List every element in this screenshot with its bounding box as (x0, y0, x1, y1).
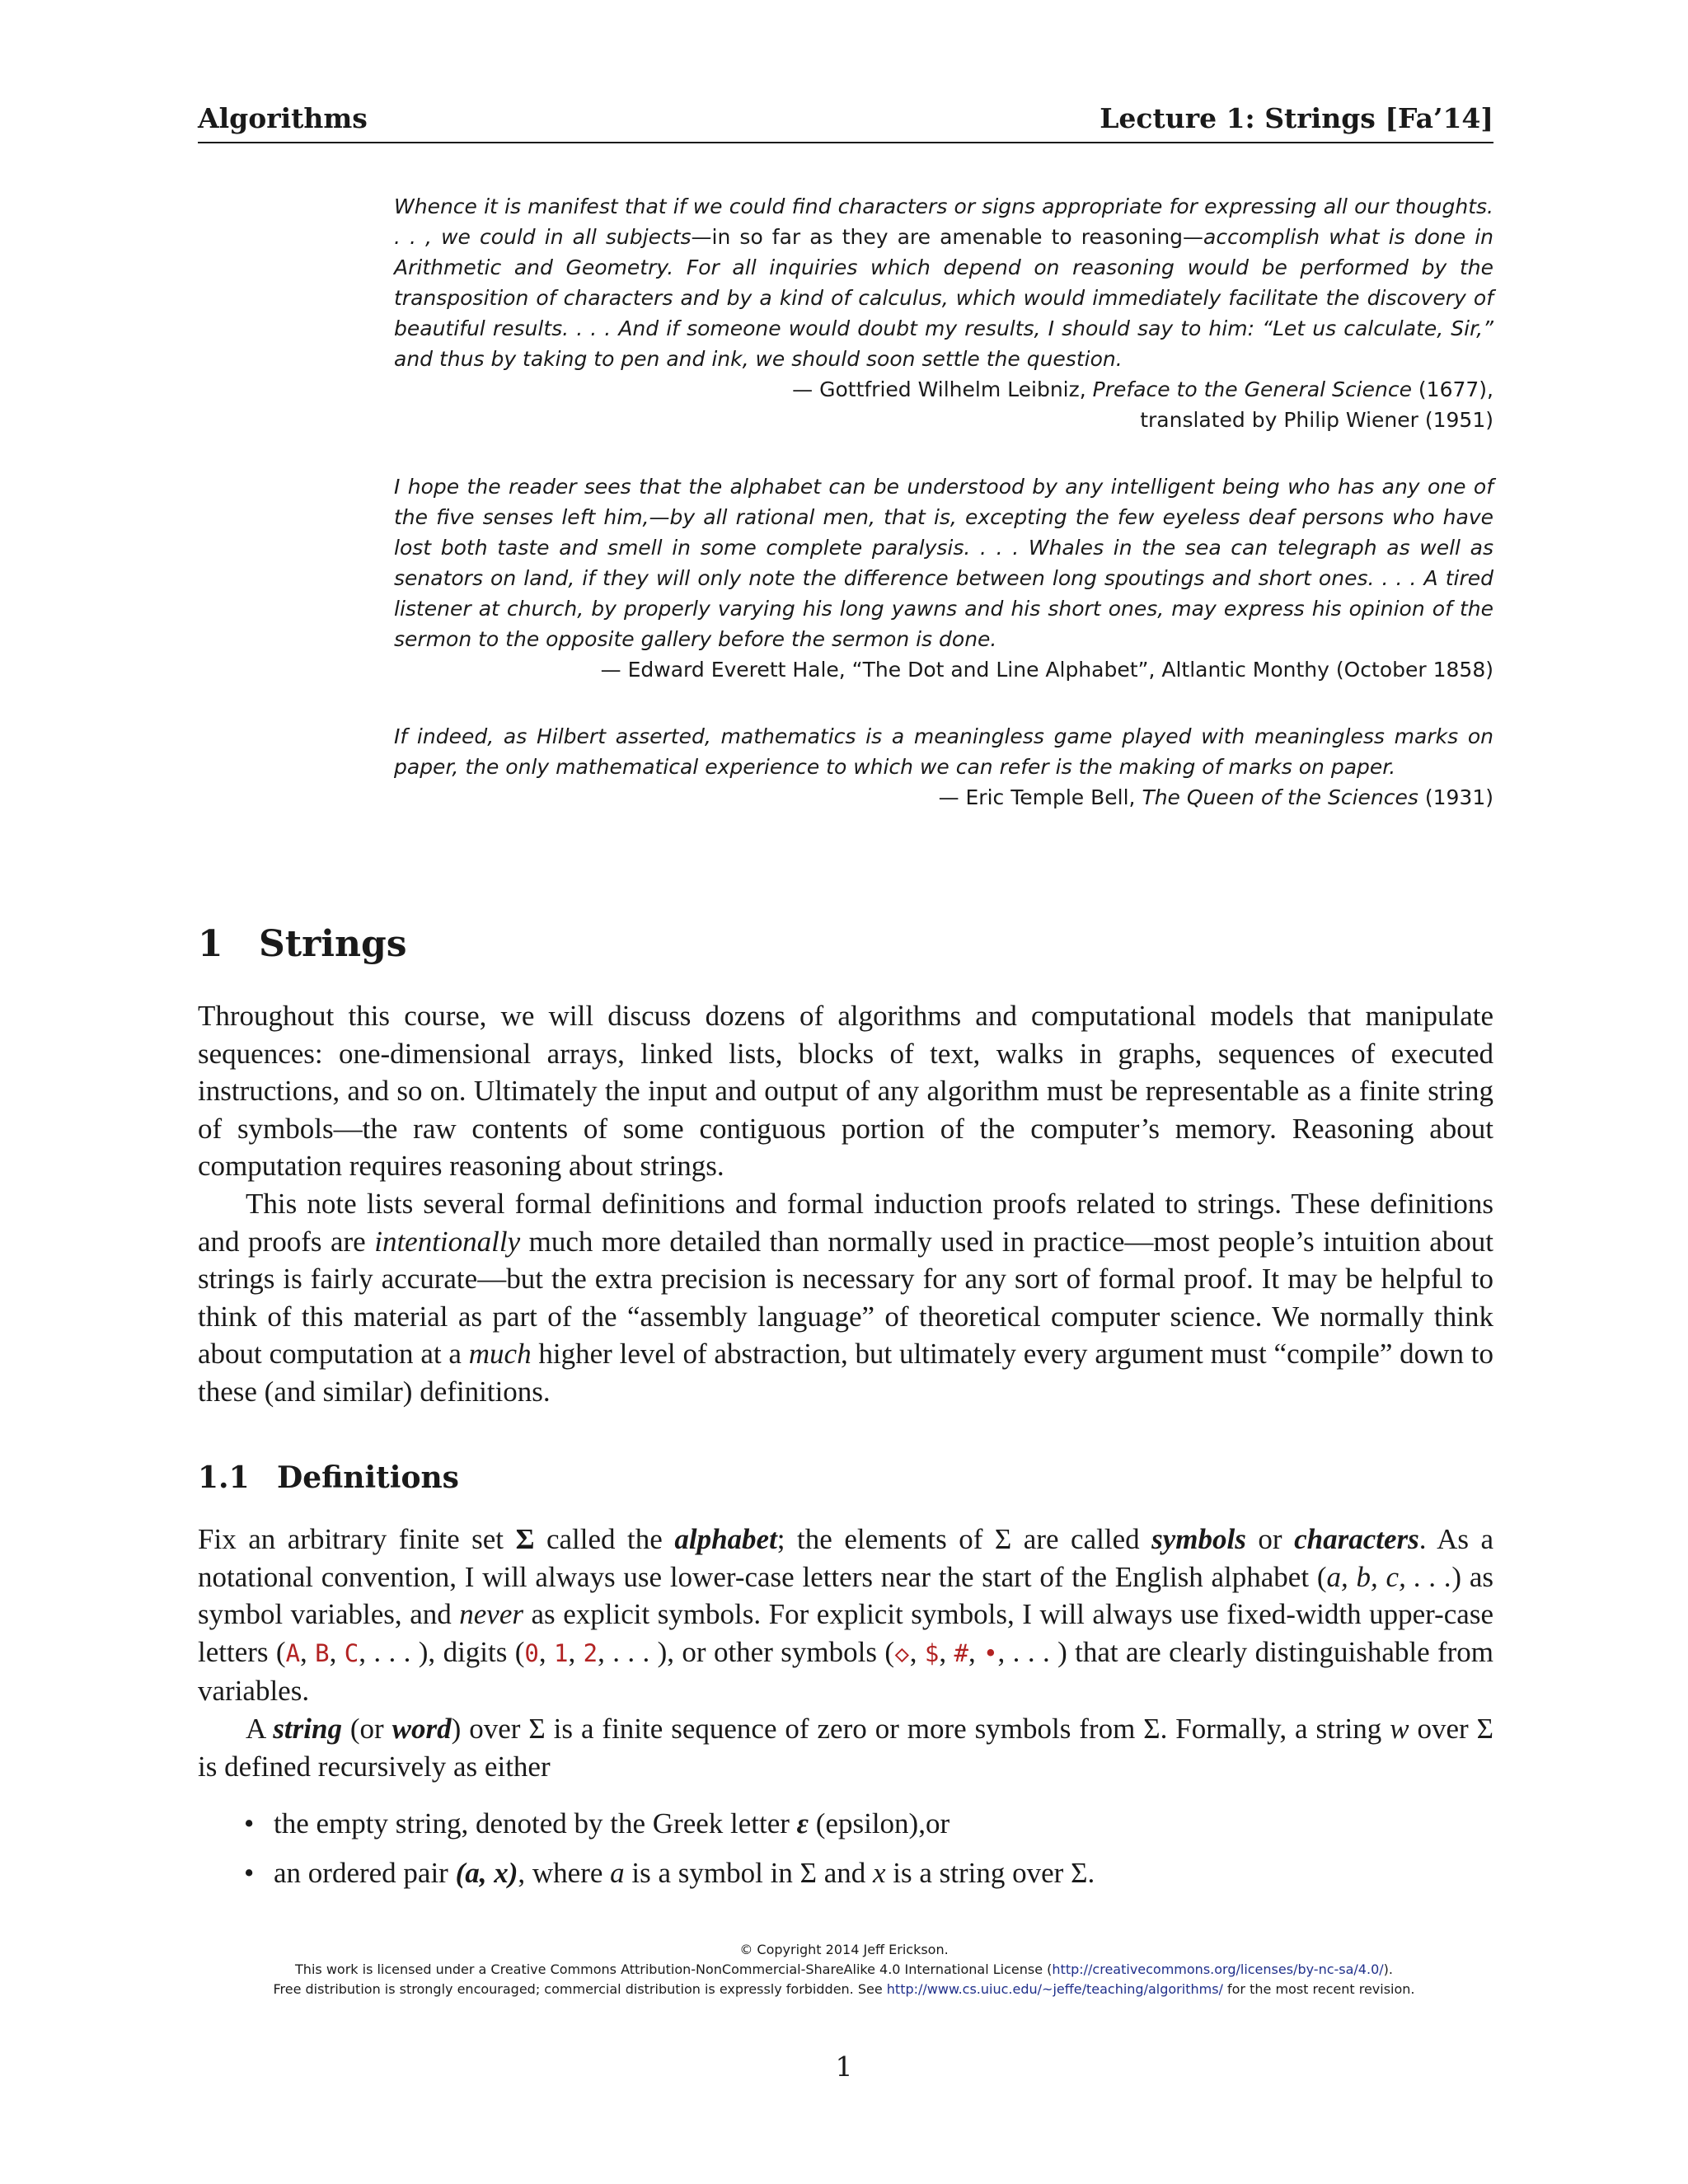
epigraph-bell (394, 721, 1493, 813)
definition-string-paragraph: A string (or word) over Σ is a finite sequence of zero or more symbols from Σ. Formally, a string w over Σ is defined recursively as either (198, 1712, 1494, 1783)
list-item: • the empty string, denoted by the Greek letter ε (epsilon),or (198, 1805, 1493, 1843)
explicit-other-symbol: • (983, 1638, 998, 1667)
distribution-line: Free distribution is strongly encouraged; commercial distribution is expressly forbidden. See http://www.cs.uiuc.edu/~jeffe/teaching/algorithms/ for the most recent revision. (273, 1981, 1415, 1997)
section-title: Strings (259, 923, 407, 965)
copyright-footer (0, 1940, 1688, 1999)
course-website-link[interactable]: http://www.cs.uiuc.edu/~jeffe/teaching/algorithms/ (886, 1981, 1223, 1997)
subsection-heading (198, 1460, 459, 1495)
bullet-icon: • (244, 1807, 255, 1840)
explicit-other-symbol: ◇ (893, 1638, 910, 1667)
bullet-icon: • (244, 1857, 255, 1889)
term-symbols: symbols (1151, 1523, 1246, 1555)
epigraph-quote: If indeed, as Hilbert asserted, mathematics is a meaningless game played with meaningless marks on paper, the only mathematical experience to which we can refer is the making of marks on paper. (394, 724, 1493, 779)
list-item: • an ordered pair (a, x), where a is a symbol in Σ and x is a string over Σ. (198, 1854, 1493, 1892)
subsection-title: Definitions (277, 1460, 459, 1495)
intro-paragraph-1: Throughout this course, we will discuss dozens of algorithms and computational models that manipulate sequences: one-dimensional arrays, linked lists, blocks of text, walks in graphs, sequences of executed instructions, and so on. Ultimately the input and output of any algorithm must be representable as a finite string of symbols—the raw contents of some contiguous portion of the computer’s memory. Reasoning about computation requires reasoning about strings. (198, 1000, 1493, 1183)
subsection-number: 1.1 (198, 1460, 250, 1495)
section-heading (198, 923, 407, 965)
explicit-other-symbol: $ (924, 1638, 940, 1667)
epigraph-leibniz (394, 191, 1493, 435)
header-course-title: Algorithms (198, 102, 368, 134)
epigraph-attribution-translator: translated by Philip Wiener (1951) (1140, 408, 1493, 432)
epigraph-attribution: — Gottfried Wilhelm Leibniz, Preface to the General Science (1677), (792, 377, 1493, 401)
license-link[interactable]: http://creativecommons.org/licenses/by-nc-sa/4.0/ (1052, 1961, 1384, 1977)
section-number: 1 (198, 923, 223, 965)
epigraph-attribution: — Edward Everett Hale, “The Dot and Line Alphabet”, Altlantic Monthy (October 1858) (600, 658, 1493, 682)
definition-alphabet-paragraph: Fix an arbitrary finite set Σ called the alphabet; the elements of Σ are called symbols or characters. As a notational convention, I will always use lower-case letters near the start of the English alphabet (a, b, c, . . .) as symbol variables, and never as explicit symbols. For explicit symbols, I will always use fixed-width upper-case letters (A, B, C, . . . ), digits (0, 1, 2, . . . ), or other symbols (◇, $, #, •, . . . ) that are clearly distinguishable from variables. (198, 1523, 1494, 1708)
sigma-symbol: Σ (515, 1523, 535, 1555)
epigraph-attribution: — Eric Temple Bell, The Queen of the Sciences (1931) (938, 785, 1493, 809)
explicit-digit: 0 (524, 1638, 539, 1667)
header-lecture-title: Lecture 1: Strings [Fa’14] (1100, 102, 1493, 134)
page-number: 1 (835, 2050, 853, 2083)
copyright-line: © Copyright 2014 Jeff Erickson. (739, 1942, 949, 1957)
term-word: word (392, 1712, 452, 1745)
intro-paragraph-2: This note lists several formal definitions and formal induction proofs related to strings. These definitions and proofs are intentionally much more detailed than normally used in practice—most people’s intuition about strings is fairly accurate—but the extra precision is necessary for any sort of formal proof. It may be helpful to think of this material as part of the “assembly language” of theoretical computer science. We normally think about computation at a much higher level of abstraction, but ultimately every argument must “compile” down to these (and similar) definitions. (198, 1187, 1493, 1408)
document-page (198, 0, 1493, 2184)
explicit-letter: A (285, 1638, 301, 1667)
license-line: This work is licensed under a Creative Commons Attribution-NonCommercial-ShareAlike 4.0 International License (http://creativecommons.org/licenses/by-nc-sa/4.0/). (295, 1961, 1393, 1977)
definitions-text (198, 1521, 1493, 1785)
explicit-digit: 2 (583, 1638, 598, 1667)
intro-text (198, 997, 1493, 1411)
ordered-pair: (a, x) (455, 1857, 518, 1889)
epigraph-quote: I hope the reader sees that the alphabet can be understood by any intelligent being who has any one of the five senses left him,—by all rational men, that is, excepting the few eyeless deaf persons who have lost both taste and smell in some complete paralysis. . . . Whales in the sea can telegraph as well as senators on land, if they will only note the difference between long spoutings and short ones. . . . A tired listener at church, by properly varying his long yawns and his short ones, may express his opinion of the sermon to the opposite gallery before the sermon is done. (394, 475, 1493, 651)
explicit-other-symbol: # (954, 1638, 968, 1667)
recursive-definition-list (198, 1805, 1493, 1904)
explicit-digit: 1 (554, 1638, 569, 1667)
explicit-letter: C (344, 1638, 359, 1667)
term-characters: characters (1294, 1523, 1419, 1555)
epigraph-quote: Whence it is manifest that if we could find characters or signs appropriate for expressing all our thoughts. . . , we could in all subjects—in so far as they are amenable to reasoning—accomplish what is done in Arithmetic and Geometry. For all inquiries which depend on reasoning would be performed by the transposition of characters and by a kind of calculus, which would immediately facilitate the discovery of beautiful results. . . . And if someone would doubt my results, I should say to him: “Let us calculate, Sir,” and thus by taking to pen and ink, we should soon settle the question. (394, 194, 1493, 371)
epigraph-hale (394, 471, 1493, 685)
epsilon-symbol: ε (796, 1807, 809, 1840)
term-alphabet: alphabet (674, 1523, 777, 1555)
term-string: string (273, 1712, 342, 1745)
running-header (198, 101, 1493, 143)
symbol-variables: a, b, c, . . . (1326, 1560, 1452, 1593)
explicit-letter: B (315, 1638, 330, 1667)
